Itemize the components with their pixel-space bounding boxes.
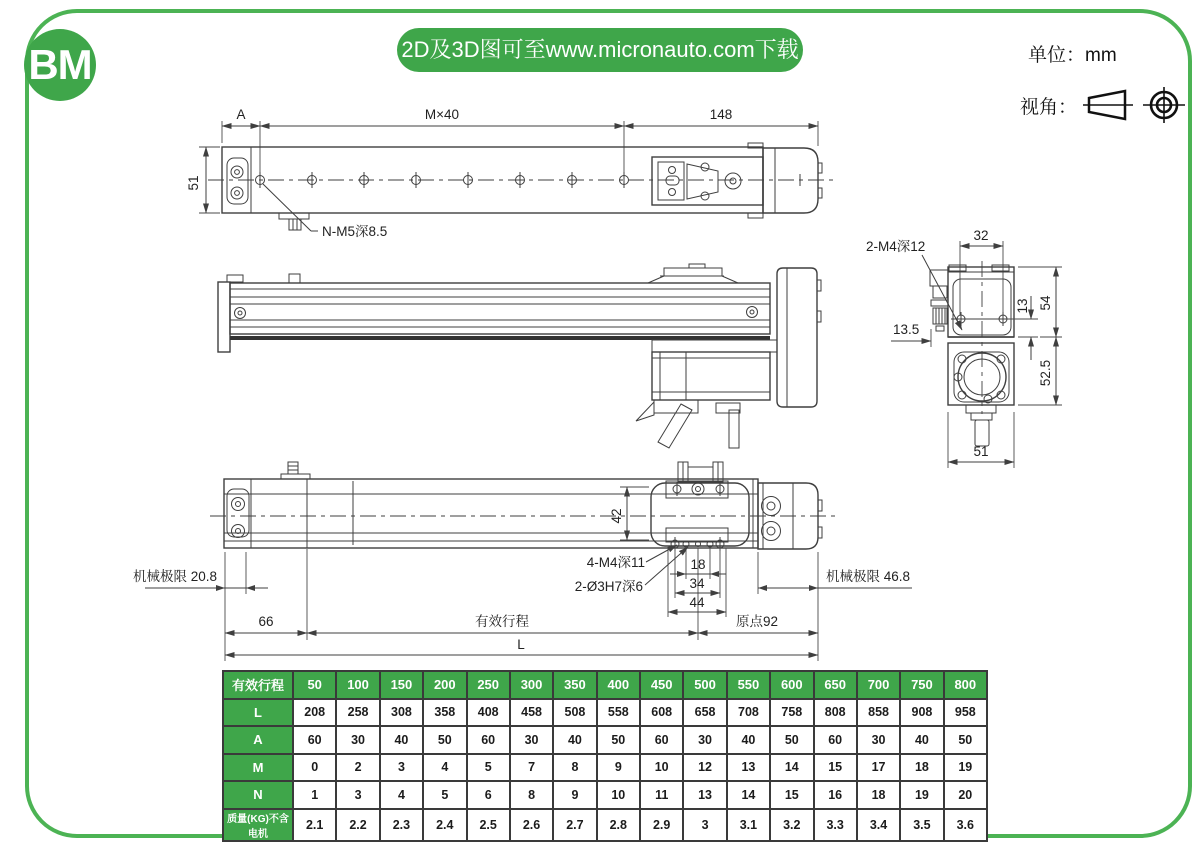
table-row: [223, 726, 987, 754]
dim-label-51-end: 51: [973, 444, 989, 459]
value-cell: 60: [814, 726, 857, 754]
dim-label-a: A: [236, 107, 246, 122]
dim-label-44: 44: [689, 595, 705, 610]
value-cell: 15: [814, 754, 857, 782]
value-cell: 458: [510, 699, 553, 727]
value-cell: 20: [944, 781, 987, 809]
value-cell: 5: [467, 754, 510, 782]
value-cell: 308: [380, 699, 423, 727]
value-cell: 40: [727, 726, 770, 754]
note-2m4: 2-M4深12: [866, 239, 926, 254]
value-cell: 50: [423, 726, 466, 754]
value-cell: 3.5: [900, 809, 943, 841]
top-view: [186, 107, 834, 239]
value-cell: 16: [814, 781, 857, 809]
value-cell: 60: [640, 726, 683, 754]
dim-label-l: L: [517, 637, 525, 652]
value-cell: 17: [857, 754, 900, 782]
dim-label-52-5: 52.5: [1038, 359, 1053, 387]
stroke-header-cell: 800: [944, 671, 987, 699]
value-cell: 608: [640, 699, 683, 727]
value-cell: 11: [640, 781, 683, 809]
value-cell: 18: [857, 781, 900, 809]
unit-label: 单位：mm: [1028, 45, 1117, 66]
stroke-header-cell: 250: [467, 671, 510, 699]
value-cell: 50: [770, 726, 813, 754]
stroke-header-cell: 550: [727, 671, 770, 699]
stroke-header-cell: 700: [857, 671, 900, 699]
table-row: [223, 781, 987, 809]
value-cell: 8: [510, 781, 553, 809]
banner-text: 2D及3D图可至www.micronauto.com下载: [401, 37, 799, 62]
value-cell: 2: [336, 754, 379, 782]
value-cell: 2.7: [553, 809, 596, 841]
value-cell: 13: [683, 781, 726, 809]
badge-label: BM: [28, 41, 92, 88]
stroke-header-cell: 300: [510, 671, 553, 699]
value-cell: 358: [423, 699, 466, 727]
note-nm5-holes: N-M5深8.5: [322, 224, 388, 239]
value-cell: 13: [727, 754, 770, 782]
side-view: [218, 264, 821, 448]
stroke-header-cell: 350: [553, 671, 596, 699]
stroke-header-cell: 400: [597, 671, 640, 699]
row-header-cell: A: [223, 726, 293, 754]
value-cell: 2.5: [467, 809, 510, 841]
value-cell: 0: [293, 754, 336, 782]
value-cell: 2.9: [640, 809, 683, 841]
value-cell: 12: [683, 754, 726, 782]
dim-label-54: 54: [1038, 295, 1053, 311]
view-angle-label: 视角：: [1020, 96, 1078, 118]
value-cell: 10: [597, 781, 640, 809]
dim-label-66: 66: [258, 614, 274, 629]
note-4m4: 4-M4深11: [586, 555, 645, 570]
row-header-cell: M: [223, 754, 293, 782]
dim-label-13-5: 13.5: [893, 322, 920, 337]
value-cell: 30: [683, 726, 726, 754]
value-cell: 60: [293, 726, 336, 754]
note-pin: 2-Ø3H7深6: [574, 579, 643, 594]
row-header-cell: 质量(KG)不含电机: [223, 809, 293, 841]
value-cell: 908: [900, 699, 943, 727]
origin-label: 原点92: [735, 614, 779, 629]
value-cell: 3.6: [944, 809, 987, 841]
value-cell: 50: [944, 726, 987, 754]
value-cell: 3: [380, 754, 423, 782]
row-header-cell: 有效行程: [223, 671, 293, 699]
value-cell: 708: [727, 699, 770, 727]
value-cell: 9: [553, 781, 596, 809]
value-cell: 6: [467, 781, 510, 809]
table-row: [223, 699, 987, 727]
value-cell: 14: [770, 754, 813, 782]
value-cell: 18: [900, 754, 943, 782]
stroke-header-cell: 600: [770, 671, 813, 699]
value-cell: 30: [857, 726, 900, 754]
value-cell: 2.1: [293, 809, 336, 841]
value-cell: 1: [293, 781, 336, 809]
dim-label-51-top: 51: [186, 175, 201, 191]
value-cell: 14: [727, 781, 770, 809]
value-cell: 658: [683, 699, 726, 727]
row-header-cell: L: [223, 699, 293, 727]
value-cell: 9: [597, 754, 640, 782]
stroke-header-cell: 50: [293, 671, 336, 699]
bottom-view: [133, 462, 912, 661]
value-cell: 5: [423, 781, 466, 809]
value-cell: 40: [553, 726, 596, 754]
value-cell: 8: [553, 754, 596, 782]
stroke-header-cell: 450: [640, 671, 683, 699]
stroke-header-cell: 200: [423, 671, 466, 699]
value-cell: 60: [467, 726, 510, 754]
table-row: [223, 754, 987, 782]
value-cell: 30: [336, 726, 379, 754]
value-cell: 2.6: [510, 809, 553, 841]
value-cell: 3: [683, 809, 726, 841]
value-cell: 2.3: [380, 809, 423, 841]
value-cell: 758: [770, 699, 813, 727]
value-cell: 208: [293, 699, 336, 727]
value-cell: 508: [553, 699, 596, 727]
stroke-header-cell: 150: [380, 671, 423, 699]
dim-label-32: 32: [973, 228, 989, 243]
value-cell: 258: [336, 699, 379, 727]
value-cell: 50: [597, 726, 640, 754]
value-cell: 958: [944, 699, 987, 727]
value-cell: 3: [336, 781, 379, 809]
value-cell: 7: [510, 754, 553, 782]
stroke-header-cell: 100: [336, 671, 379, 699]
dim-label-13: 13: [1015, 298, 1030, 314]
dim-label-148: 148: [709, 107, 733, 122]
dim-label-18: 18: [690, 557, 706, 572]
value-cell: 19: [944, 754, 987, 782]
value-cell: 10: [640, 754, 683, 782]
value-cell: 2.4: [423, 809, 466, 841]
value-cell: 4: [423, 754, 466, 782]
stroke-header-cell: 650: [814, 671, 857, 699]
stroke-label: 有效行程: [475, 614, 529, 629]
value-cell: 3.2: [770, 809, 813, 841]
value-cell: 40: [380, 726, 423, 754]
value-cell: 15: [770, 781, 813, 809]
dim-label-mx40: M×40: [424, 107, 460, 122]
stroke-header-cell: 750: [900, 671, 943, 699]
value-cell: 858: [857, 699, 900, 727]
end-view: [866, 228, 1062, 468]
dim-label-34: 34: [689, 576, 705, 591]
limit-left-label: 机械极限 20.8: [133, 569, 218, 584]
dimension-table-body: [223, 671, 987, 841]
value-cell: 4: [380, 781, 423, 809]
value-cell: 30: [510, 726, 553, 754]
table-row: [223, 671, 987, 699]
dim-label-42: 42: [609, 508, 624, 524]
limit-right-label: 机械极限 46.8: [826, 569, 911, 584]
value-cell: 808: [814, 699, 857, 727]
value-cell: 40: [900, 726, 943, 754]
value-cell: 2.8: [597, 809, 640, 841]
row-header-cell: N: [223, 781, 293, 809]
dimension-table: [222, 670, 988, 842]
value-cell: 408: [467, 699, 510, 727]
stroke-header-cell: 500: [683, 671, 726, 699]
value-cell: 2.2: [336, 809, 379, 841]
value-cell: 3.3: [814, 809, 857, 841]
value-cell: 19: [900, 781, 943, 809]
value-cell: 3.1: [727, 809, 770, 841]
value-cell: 558: [597, 699, 640, 727]
table-row: [223, 809, 987, 841]
value-cell: 3.4: [857, 809, 900, 841]
